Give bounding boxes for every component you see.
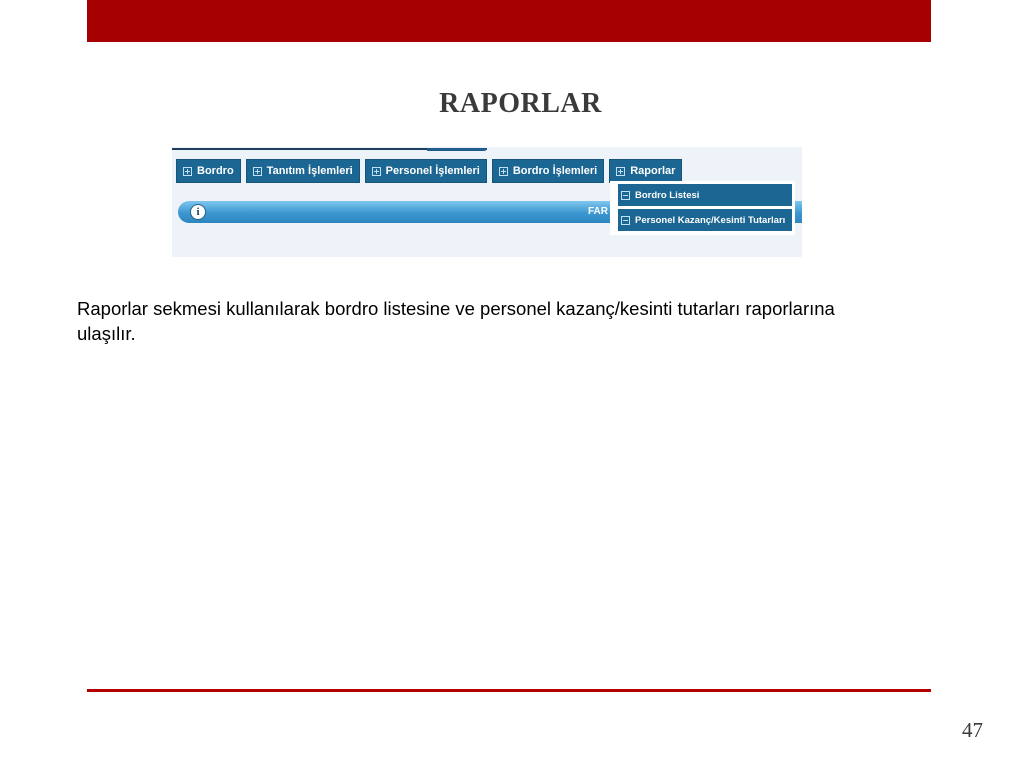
dropdown-item-personel-kazanc-kesinti[interactable]	[618, 209, 792, 231]
raporlar-dropdown	[610, 181, 795, 235]
embedded-screenshot	[172, 147, 802, 257]
main-menu-bar	[176, 159, 682, 183]
plus-box-icon	[183, 167, 192, 176]
dropdown-item-bordro-listesi[interactable]	[618, 184, 792, 206]
menu-item-label: Personel İşlemleri	[385, 165, 480, 177]
header-bar	[87, 0, 931, 42]
menu-item-raporlar[interactable]	[609, 159, 682, 183]
menu-item-bordro-islemleri[interactable]	[492, 159, 604, 183]
minus-box-icon	[621, 216, 630, 225]
screenshot-top-rule-end	[427, 148, 487, 151]
plus-box-icon	[253, 167, 262, 176]
info-bar-text: FAR	[588, 206, 608, 217]
minus-box-icon	[621, 191, 630, 200]
footer-rule	[87, 689, 931, 692]
menu-item-label: Raporlar	[630, 165, 676, 177]
plus-box-icon	[616, 167, 625, 176]
plus-box-icon	[372, 167, 381, 176]
dropdown-item-label: Personel Kazanç/Kesinti Tutarları	[635, 214, 786, 226]
menu-item-label: Tanıtım İşlemleri	[266, 165, 353, 177]
plus-box-icon	[499, 167, 508, 176]
menu-item-bordro[interactable]	[176, 159, 241, 183]
dropdown-item-label: Bordro Listesi	[635, 189, 700, 201]
info-icon: i	[190, 204, 206, 220]
slide-body-text: Raporlar sekmesi kullanılarak bordro listesine ve personel kazanç/kesinti tutarları raporlarına ulaşılır.	[77, 298, 835, 344]
menu-item-label: Bordro	[197, 165, 234, 177]
menu-item-tanitim-islemleri[interactable]	[246, 159, 360, 183]
page-number: 47	[962, 718, 983, 742]
menu-item-label: Bordro İşlemleri	[512, 165, 598, 177]
menu-item-personel-islemleri[interactable]	[365, 159, 487, 183]
slide-title: RAPORLAR	[439, 88, 602, 119]
